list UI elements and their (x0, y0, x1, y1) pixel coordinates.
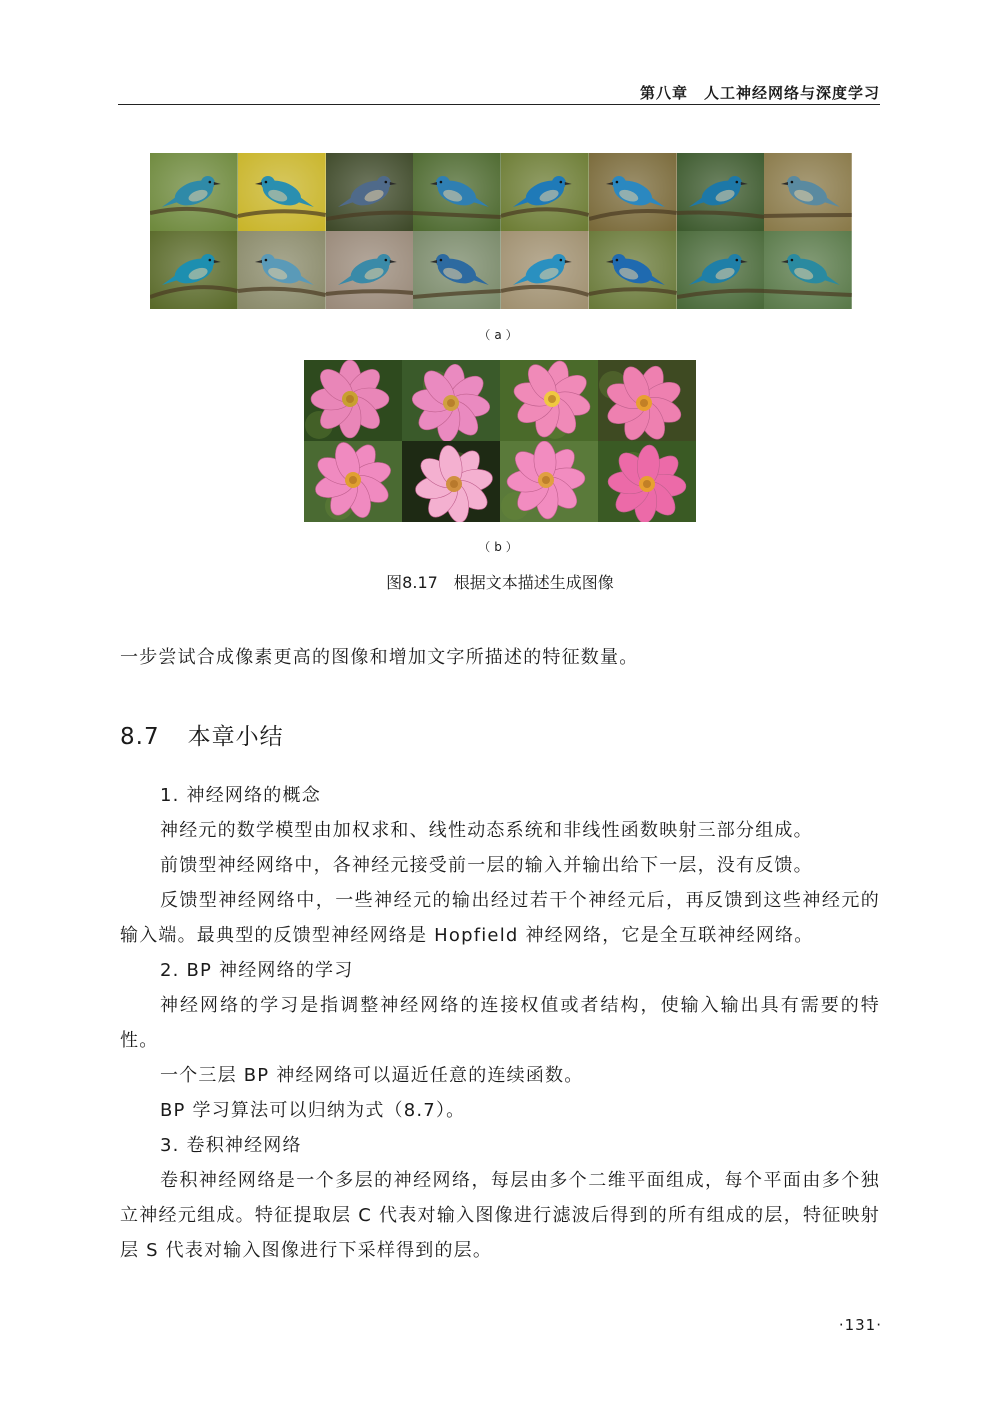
item-heading: 1. 神经网络的概念 (160, 785, 321, 806)
subfigure-label-a: （a） (478, 328, 522, 342)
flower-image (598, 441, 696, 522)
bird-image (326, 153, 414, 231)
flower-image-grid (304, 360, 696, 522)
body-paragraph: BP 学习算法可以归纳为式（8.7）。 (160, 1100, 466, 1121)
bird-image (413, 153, 501, 231)
bird-image (501, 231, 589, 309)
bird-image-grid (150, 153, 852, 309)
bird-image (677, 153, 765, 231)
section-name: 本章小结 (187, 724, 284, 750)
bird-image (326, 231, 414, 309)
item-heading: 2. BP 神经网络的学习 (160, 960, 354, 981)
body-paragraph: 神经元的数学模型由加权求和、线性动态系统和非线性函数映射三部分组成。 (160, 820, 813, 841)
bird-image (238, 153, 326, 231)
bird-image (413, 231, 501, 309)
body-paragraph: 一个三层 BP 神经网络可以逼近任意的连续函数。 (160, 1065, 584, 1086)
bird-image (589, 153, 677, 231)
bird-image (238, 231, 326, 309)
running-header (118, 82, 880, 105)
bird-image (677, 231, 765, 309)
bird-image (764, 231, 852, 309)
chapter-title: 第八章 人工神经网络与深度学习 (639, 84, 880, 102)
flower-image (402, 360, 500, 441)
flower-image (304, 441, 402, 522)
body-paragraph: 反馈型神经网络中，一些神经元的输出经过若干个神经元后，再反馈到这些神经元的输入端。最典型的反馈型神经网络是 Hopfield 神经网络，它是全互联神经网络。 (120, 890, 880, 946)
summary-body (120, 778, 880, 1268)
section-title (120, 718, 284, 751)
item-heading: 3. 卷积神经网络 (160, 1135, 302, 1156)
bird-image (150, 153, 238, 231)
flower-image (402, 441, 500, 522)
flower-image (500, 441, 598, 522)
body-paragraph: 前馈型神经网络中，各神经元接受前一层的输入并输出给下一层，没有反馈。 (160, 855, 813, 876)
flower-image (500, 360, 598, 441)
intro-paragraph: 一步尝试合成像素更高的图像和增加文字所描述的特征数量。 (120, 647, 639, 668)
bird-image (150, 231, 238, 309)
flower-image (304, 360, 402, 441)
bird-image (501, 153, 589, 231)
bird-image (764, 153, 852, 231)
body-paragraph: 卷积神经网络是一个多层的神经网络，每层由多个二维平面组成，每个平面由多个独立神经元组成。特征提取层 C 代表对输入图像进行滤波后得到的所有组成的层，特征映射层 S 代表对输入图像进行下采样得到的层。 (120, 1170, 880, 1261)
body-paragraph: 神经网络的学习是指调整神经网络的连接权值或者结构，使输入输出具有需要的特性。 (120, 995, 880, 1051)
subfigure-label-b: （b） (478, 540, 522, 554)
flower-image (598, 360, 696, 441)
section-number: 8.7 (120, 724, 160, 750)
bird-image (589, 231, 677, 309)
page-number: ·131· (838, 1316, 882, 1334)
figure-caption: 图8.17 根据文本描述生成图像 (386, 573, 614, 592)
